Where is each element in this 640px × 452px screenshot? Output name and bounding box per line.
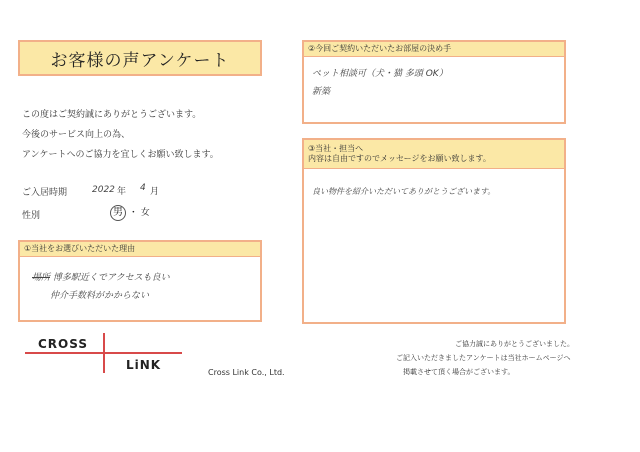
move-in-year-unit: 年 <box>117 187 127 197</box>
reason-answer-line-1 <box>32 270 170 283</box>
deciding-factor-panel <box>302 40 566 124</box>
logo-link-text: LiNK <box>126 358 162 372</box>
survey-title: お客様の声アンケート <box>18 40 262 76</box>
reason-struck-text: 場所 <box>32 273 51 283</box>
message-answer: 良い物件を紹介いただいてありがとうございます。 <box>312 187 496 196</box>
intro-line-3: アンケートへのご協力を宜しくお願い致します。 <box>22 150 219 160</box>
gender-male-circled: 男 <box>110 205 126 221</box>
message-heading-line-1: ③当社・担当へ <box>308 144 364 153</box>
gender-options <box>110 205 150 221</box>
message-panel <box>302 138 566 324</box>
message-heading <box>304 140 564 169</box>
reason-heading: ①当社をお選びいただいた理由 <box>20 242 260 257</box>
reason-panel <box>18 240 262 322</box>
deciding-factor-line-1: ペット相談可（犬・猫 多頭 OK） <box>312 69 448 79</box>
company-name: Cross Link Co., Ltd. <box>208 368 285 377</box>
logo-cross-vertical <box>103 333 105 373</box>
footer-line-2: ご記入いただきましたアンケートは当社ホームページへ <box>396 354 571 362</box>
move-in-month-unit: 月 <box>150 187 160 197</box>
reason-line-1-text: 博多駅近くでアクセスも良い <box>52 273 170 283</box>
intro-line-2: 今後のサービス向上の為、 <box>22 130 131 140</box>
message-heading-line-2: 内容は自由ですのでメッセージをお願い致します。 <box>308 154 491 163</box>
deciding-factor-heading: ②今回ご契約いただいたお部屋の決め手 <box>304 42 564 57</box>
reason-answer-line-2: 仲介手数料がかからない <box>50 291 150 301</box>
move-in-month-value: 4 <box>140 183 146 193</box>
move-in-label: ご入居時期 <box>22 188 68 198</box>
footer-line-1: ご協力誠にありがとうございました。 <box>455 340 574 348</box>
gender-separator: ・ <box>128 208 138 218</box>
logo-cross-text: CROSS <box>38 337 88 351</box>
gender-label: 性別 <box>22 211 41 221</box>
move-in-year-value: 2022 <box>92 185 115 195</box>
gender-female: 女 <box>140 208 150 218</box>
intro-line-1: この度はご契約誠にありがとうございます。 <box>22 110 202 120</box>
deciding-factor-line-2: 新築 <box>312 87 331 97</box>
footer-line-3: 掲載させて頂く場合がございます。 <box>403 368 515 376</box>
